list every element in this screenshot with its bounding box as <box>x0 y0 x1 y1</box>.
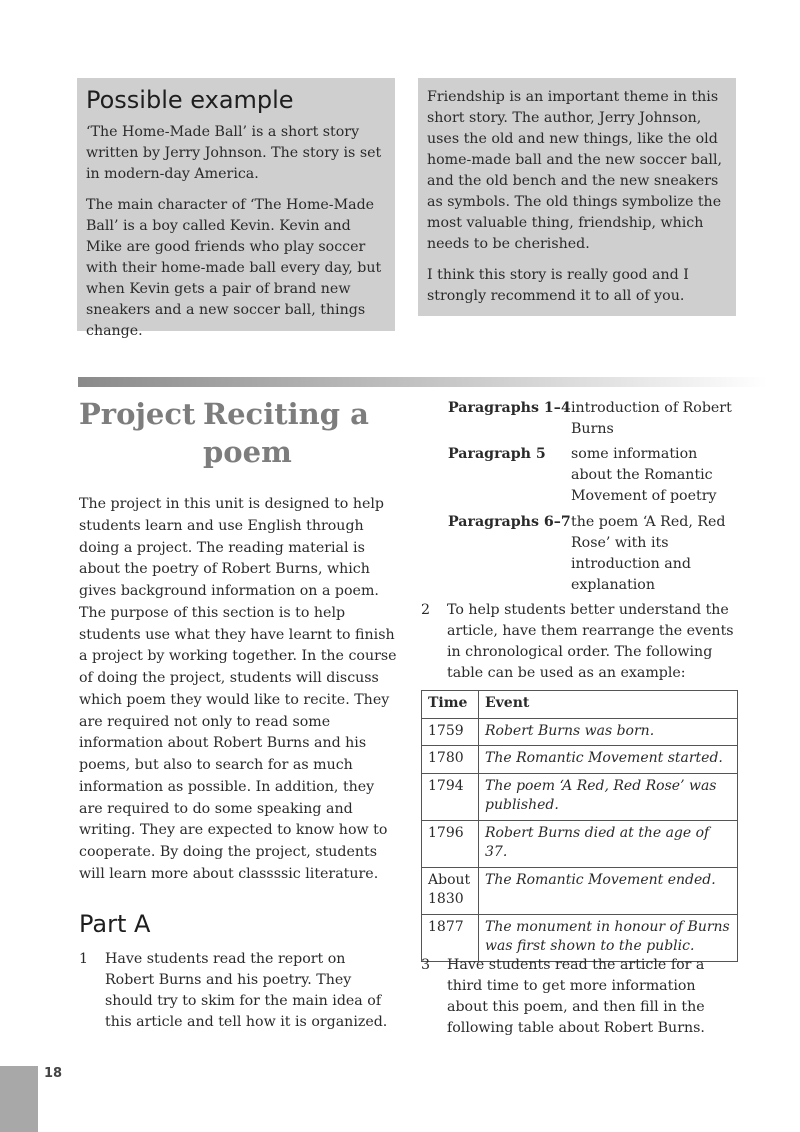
paragraph-description: some information about the Romantic Movement of poetry <box>571 446 717 504</box>
table-row <box>422 820 738 867</box>
table-row <box>422 746 738 774</box>
table-header-cell: Time <box>422 691 479 719</box>
example-title: Possible example <box>86 86 294 114</box>
section-divider <box>78 377 768 387</box>
time-cell: 1780 <box>422 746 479 774</box>
item-text: Have students read the report on Robert Burns and his poetry. They should try to skim for the main idea of this article and tell how it is organized. <box>105 951 388 1030</box>
item-number: 1 <box>79 951 89 967</box>
table-header-cell: Event <box>479 691 738 719</box>
event-cell: The Romantic Movement ended. <box>479 867 738 914</box>
item-number: 3 <box>421 957 431 973</box>
item-number: 2 <box>421 602 431 618</box>
event-cell: The Romantic Movement started. <box>479 746 738 774</box>
event-cell: The monument in honour of Burns was first shown to the public. <box>479 914 738 961</box>
paragraph-description: the poem ‘A Red, Red Rose’ with its introduction and explanation <box>571 514 726 593</box>
paragraph-label: Paragraphs 6–7 <box>448 514 571 530</box>
table-row <box>422 718 738 746</box>
table-row <box>422 867 738 914</box>
time-cell: 1877 <box>422 914 479 961</box>
table-header-row <box>422 691 738 719</box>
time-cell: 1796 <box>422 820 479 867</box>
item-text: To help students better understand the article, have them rearrange the events in chronological order. The following table can be used as an example: <box>447 602 734 681</box>
project-label: Project <box>79 397 196 431</box>
table-row <box>422 914 738 961</box>
event-cell: The poem ‘A Red, Red Rose’ was published. <box>479 773 738 820</box>
example-paragraph: The main character of ‘The Home-Made Ball’ is a boy called Kevin. Kevin and Mike are good friends who play soccer with their home-made ball every day, but when Kevin gets a pair of brand new sneakers and a new soccer ball, things change. <box>86 197 382 339</box>
project-intro: The project in this unit is designed to help students learn and use English through doing a project. The reading material is about the poetry of Robert Burns, which gives background information on a poem. The purpose of this section is to help students use what they have learnt to finish a project by working together. In the course of doing the project, students will discuss which poem they would like to recite. They are required not only to read some information about Robert Burns and his poems, but also to search for as much information as possible. In addition, they are required to do some speaking and writing. They are expected to know how to cooperate. By doing the project, students will learn more about classssic literature. <box>79 496 397 882</box>
page-number: 18 <box>44 1066 63 1081</box>
example-box-right <box>418 78 736 316</box>
example-paragraph: I think this story is really good and I strongly recommend it to all of you. <box>427 267 689 304</box>
time-cell: 1759 <box>422 718 479 746</box>
example-paragraph: Friendship is an important theme in this short story. The author, Jerry Johnson, uses the old and new things, like the old home-made ball and the new soccer ball, and the old bench and the new sneakers as symbols. The old things symbolize the most valuable thing, friendship, which needs to be cherished. <box>427 89 722 252</box>
table-row <box>422 773 738 820</box>
event-cell: Robert Burns died at the age of 37. <box>479 820 738 867</box>
paragraph-label: Paragraphs 1–4 <box>448 400 571 416</box>
time-cell: About 1830 <box>422 867 479 914</box>
example-paragraph: ‘The Home-Made Ball’ is a short story written by Jerry Johnson. The story is set in modern-day America. <box>86 124 382 182</box>
time-cell: 1794 <box>422 773 479 820</box>
event-cell: Robert Burns was born. <box>479 718 738 746</box>
paragraph-description: introduction of Robert Burns <box>571 400 732 437</box>
part-a-heading: Part A <box>79 910 151 938</box>
item-text: Have students read the article for a third time to get more information about this poem, and then fill in the following table about Robert Burns. <box>447 957 705 1036</box>
paragraph-label: Paragraph 5 <box>448 446 546 462</box>
example-box-left <box>77 78 395 339</box>
project-title: Reciting a poem <box>203 397 369 469</box>
page-tab <box>0 1066 38 1132</box>
events-table <box>421 690 738 962</box>
